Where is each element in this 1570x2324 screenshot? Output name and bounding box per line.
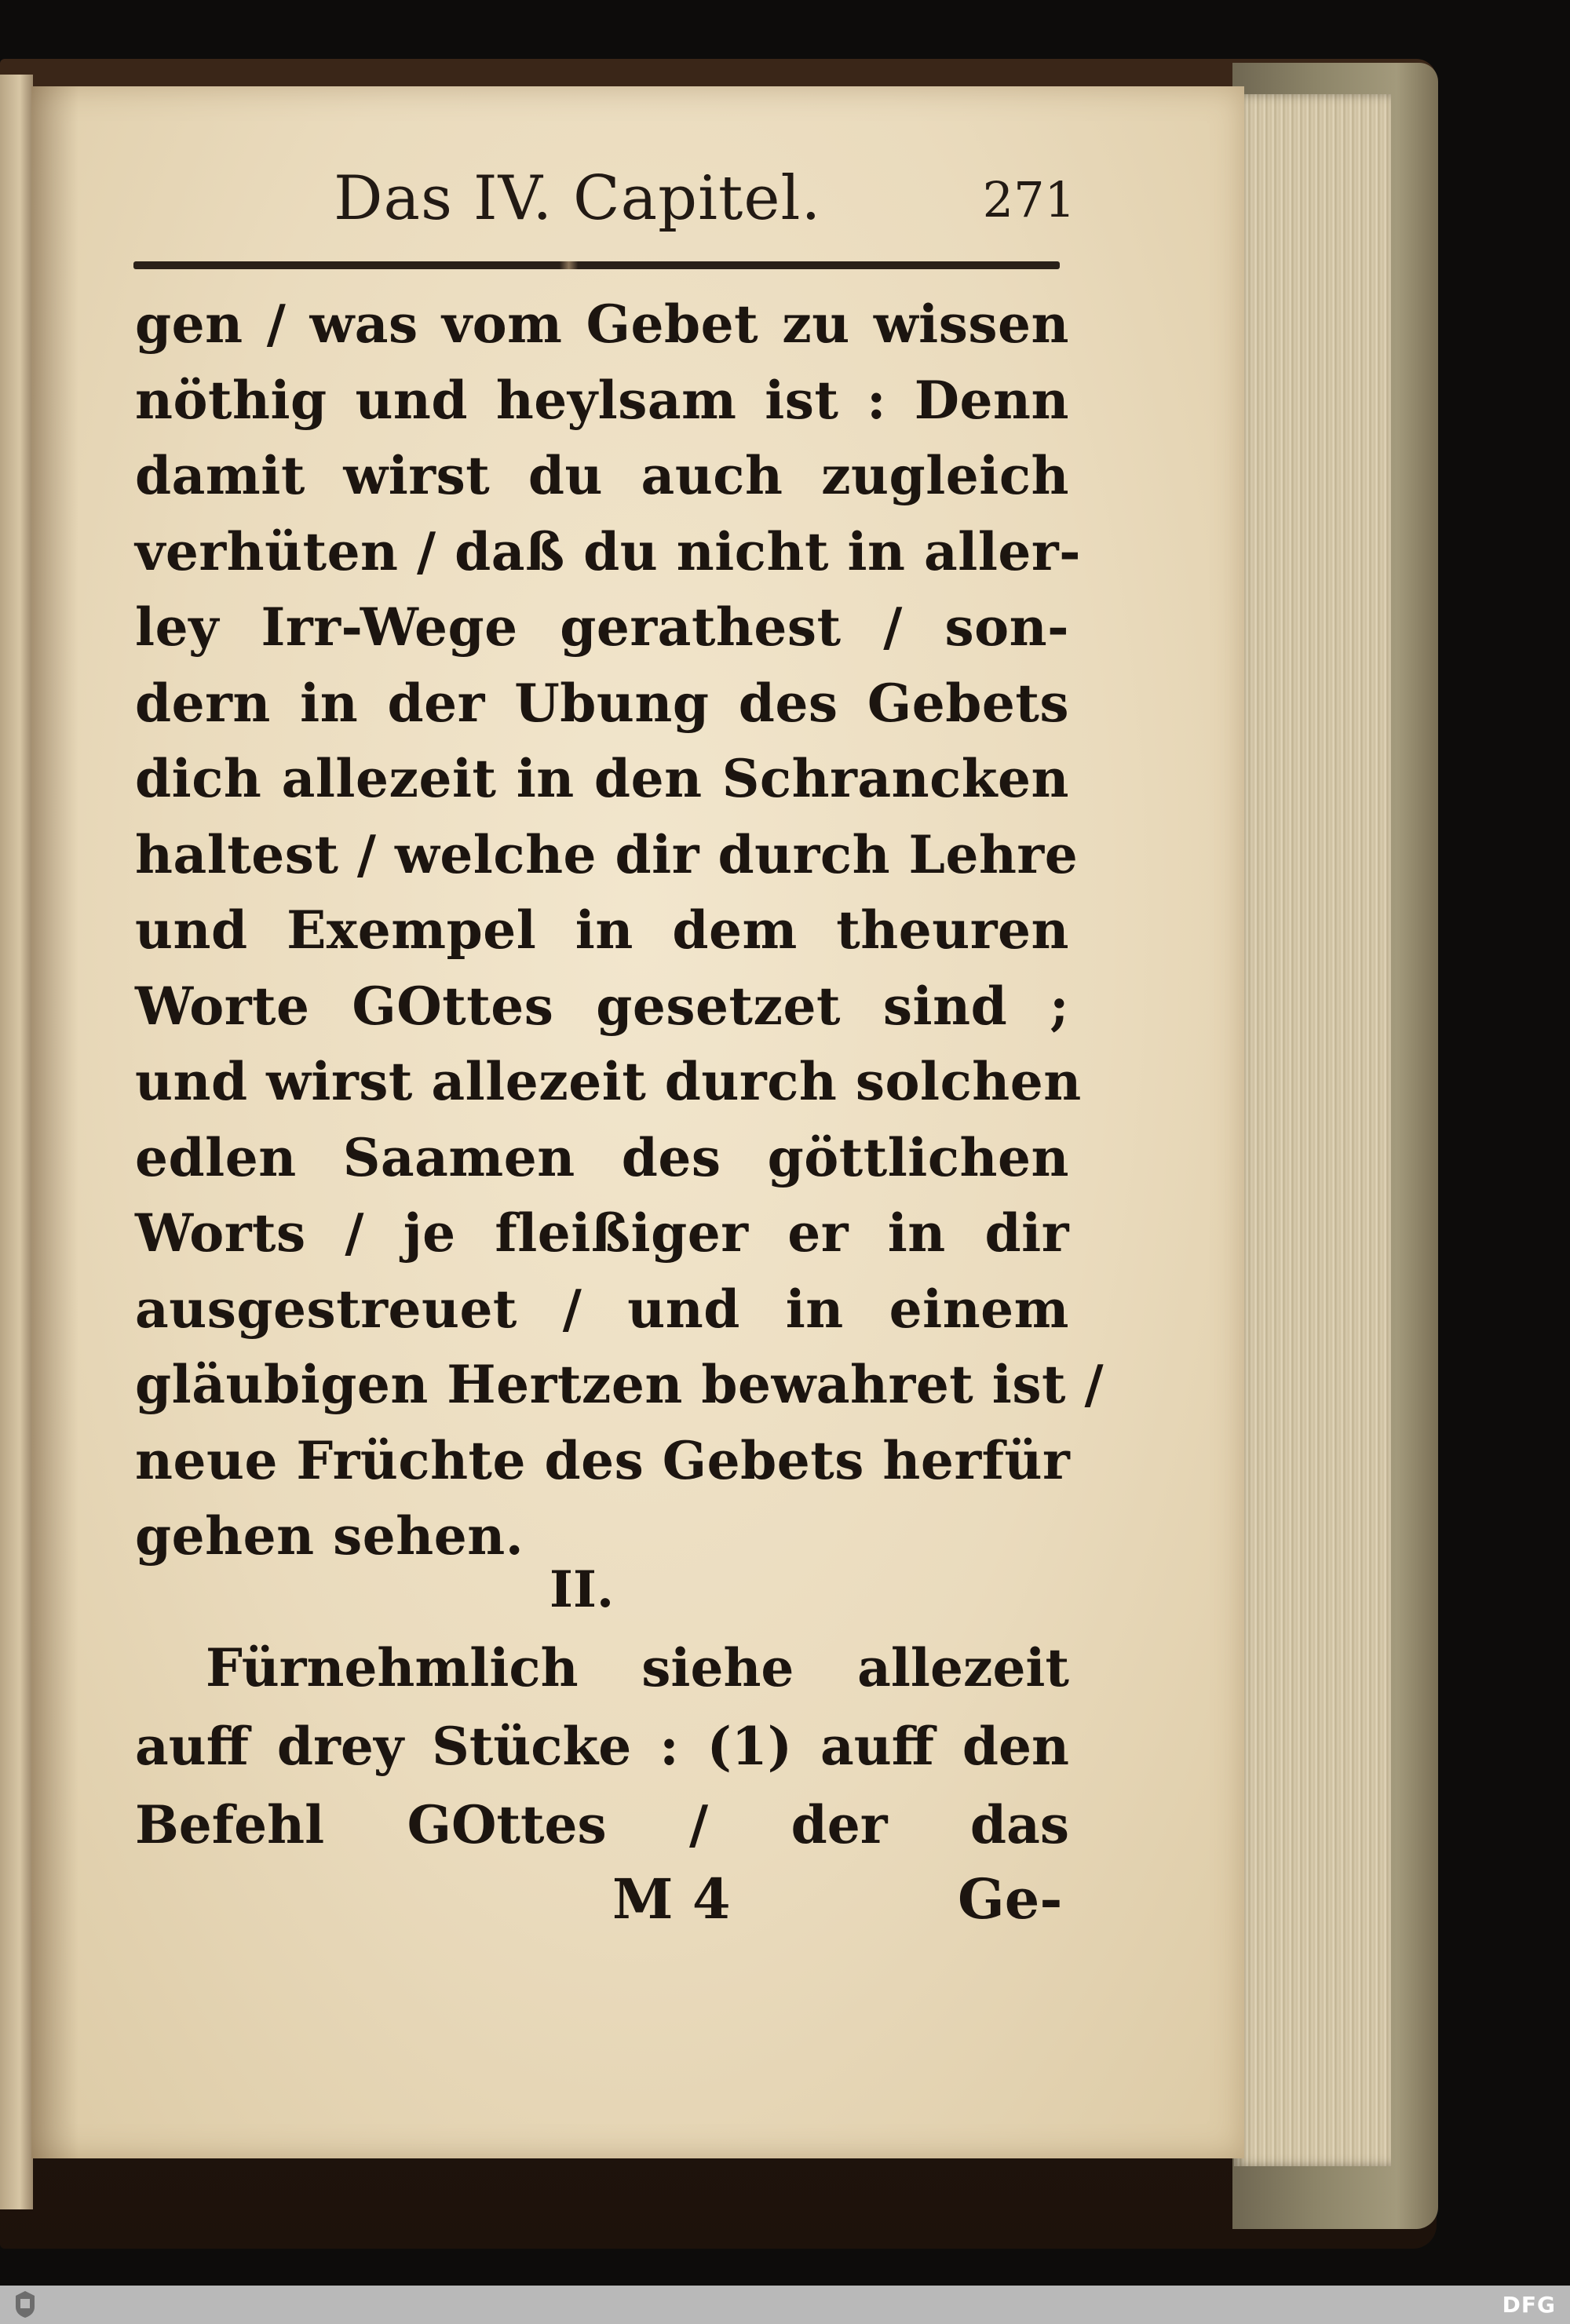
text-line: edlen Saamen des göttlichen bbox=[135, 1126, 1069, 1188]
text-line: ley Irr-Wege gerathest / son- bbox=[135, 597, 1069, 658]
viewer-bottom-bar bbox=[0, 2286, 1570, 2324]
text-line: verhüten / daß du nicht in aller- bbox=[135, 520, 1082, 582]
paragraph-1 bbox=[135, 286, 1104, 1574]
text-line: und Exempel in dem theuren bbox=[135, 899, 1069, 961]
text-line: haltest / welche dir durch Lehre bbox=[135, 823, 1079, 885]
text-line: gen / was vom Gebet zu wissen bbox=[135, 294, 1069, 355]
library-crest-icon bbox=[9, 2288, 41, 2321]
paragraph-2 bbox=[135, 1629, 1069, 1864]
left-page-edge bbox=[0, 75, 33, 2209]
chapter-title: Das IV. Capitel. bbox=[334, 163, 822, 234]
text-line: nöthig und heylsam ist : Denn bbox=[135, 369, 1069, 431]
text-line: dern in der Ubung des Gebets bbox=[135, 672, 1069, 734]
text-line: und wirst allezeit durch solchen bbox=[135, 1051, 1082, 1112]
page-edges bbox=[1234, 94, 1391, 2166]
text-line: neue Früchte des Gebets herfür bbox=[135, 1429, 1071, 1491]
text-line: Worts / je fleißiger er in dir bbox=[135, 1202, 1069, 1264]
text-line: dich allezeit in den Schrancken bbox=[135, 748, 1069, 809]
text-line: Befehl GOttes / der das bbox=[135, 1794, 1069, 1855]
text-line: auff drey Stücke : (1) auff den bbox=[135, 1716, 1069, 1777]
head-rule bbox=[133, 261, 1060, 269]
catchword: Ge- bbox=[958, 1866, 1063, 1932]
gutter-shadow bbox=[31, 86, 78, 2158]
dfg-logo: DFG bbox=[1502, 2292, 1556, 2318]
text-line: Worte GOttes gesetzet sind ; bbox=[135, 975, 1069, 1037]
page-number: 271 bbox=[982, 171, 1075, 228]
text-line: gehen sehen. bbox=[135, 1505, 524, 1567]
text-line: damit wirst du auch zugleich bbox=[135, 445, 1069, 506]
running-head bbox=[141, 157, 1075, 259]
section-number: II. bbox=[550, 1560, 615, 1619]
text-line: Fürnehmlich siehe allezeit bbox=[206, 1637, 1069, 1698]
signature-mark: M 4 bbox=[612, 1866, 731, 1932]
text-line: gläubigen Hertzen bewahret ist / bbox=[135, 1354, 1104, 1415]
text-line: ausgestreuet / und in einem bbox=[135, 1278, 1069, 1340]
